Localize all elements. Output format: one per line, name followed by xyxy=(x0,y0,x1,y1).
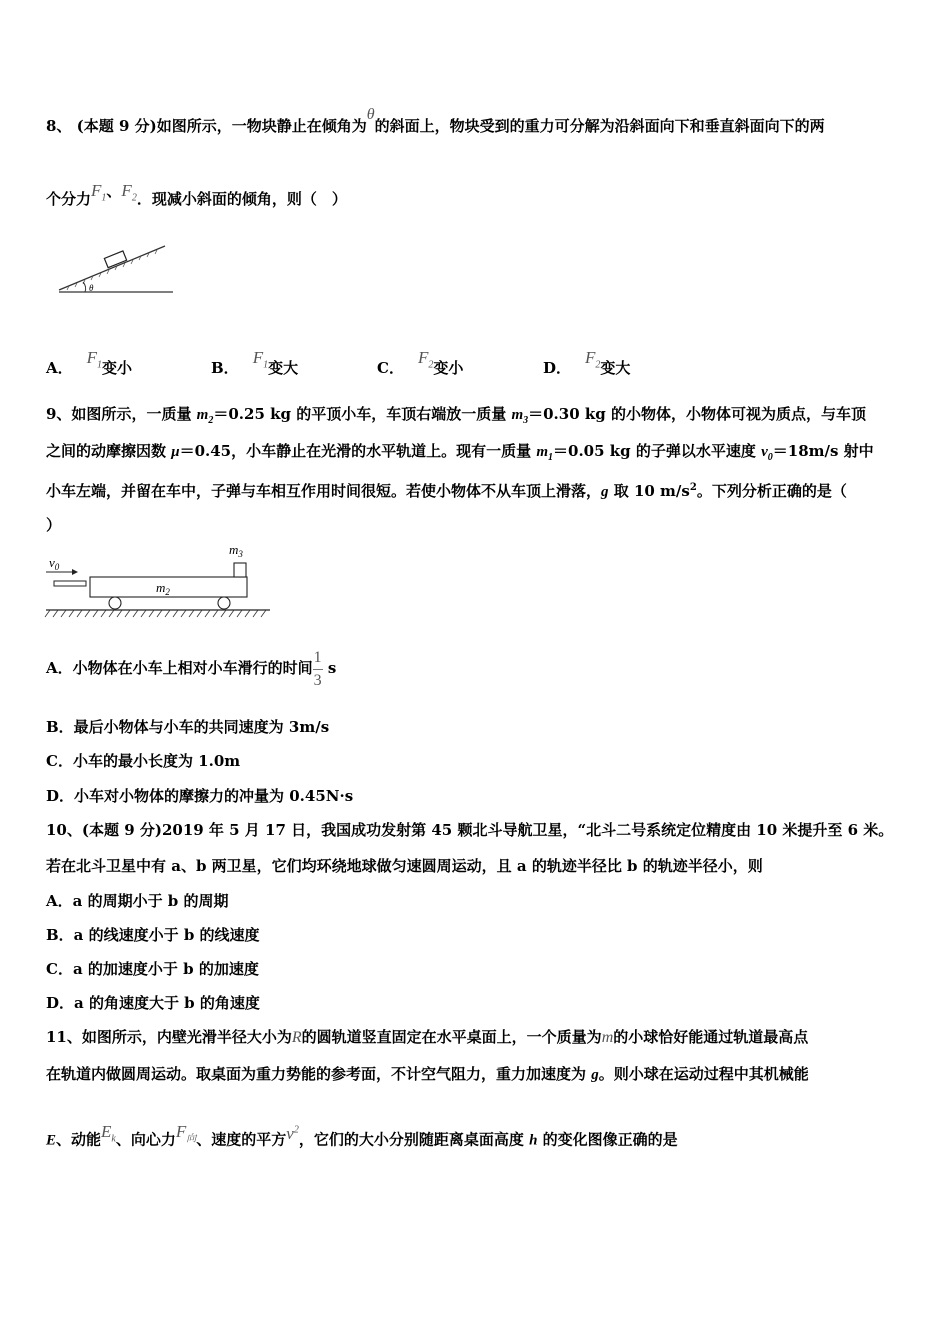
v0-symbol: $v_0$ xyxy=(761,444,773,463)
q8-line1: 8、 (本题 9 分)如图所示，一物块静止在倾角为θ的斜面上，物块受到的重力可分解为沿斜面向下和垂直斜面向下的两 xyxy=(46,106,825,135)
q8-line2: 个分力$F_1$、$F_2$．现减小斜面的倾角，则（ ） xyxy=(46,181,347,208)
incline-figure xyxy=(55,238,180,298)
q9-line1: 9、如图所示，一质量 $m_2=0.25$ kg 的平顶小车，车顶右端放一质量 $m_3=0.30$ kg 的小物体，小物体可视为质点，与车顶 xyxy=(46,405,866,426)
g-symbol: g xyxy=(601,484,609,500)
q8-option-b[interactable]: B．$F_1$变大 xyxy=(211,348,299,377)
q8-option-c[interactable]: C．$F_2$变小 xyxy=(377,348,464,377)
q10-option-d[interactable]: D．a 的角速度大于 b 的角速度 xyxy=(46,994,260,1012)
fig-v0-label: $v_0$ xyxy=(49,555,60,572)
q9-option-b[interactable]: B．最后小物体与小车的共同速度为 3m/s xyxy=(46,718,330,736)
f2-symbol: $F_2$ xyxy=(417,348,434,371)
fig-m3-label: $m_3$ xyxy=(229,542,243,559)
q11-line3: E、动能$E_k$、向心力$F_向$、速度的平方$v^2$，它们的大小分别随距离桌面高度 h 的变化图像正确的是 xyxy=(46,1121,678,1149)
m2-symbol: $m_2$ xyxy=(196,407,214,426)
mu-symbol: μ xyxy=(171,444,180,460)
q10-option-c[interactable]: C．a 的加速度小于 b 的加速度 xyxy=(46,960,259,978)
theta-symbol: θ xyxy=(366,106,375,123)
left-wheel xyxy=(109,597,121,609)
fraction-one-third: $\frac{1}{3}$ xyxy=(313,648,322,689)
q9-line3: 小车左端，并留在车中，子弹与车相互作用时间很短。若使小物体不从车顶上滑落，g 取 10 $m/s^2$。下列分析正确的是（ xyxy=(46,482,847,500)
f1-symbol: $F_1$ xyxy=(252,348,269,371)
block-m3 xyxy=(234,563,246,577)
q8-option-d[interactable]: D．$F_2$变大 xyxy=(543,348,631,377)
f2-symbol: $F_2$ xyxy=(585,348,601,371)
q8-number: 8、 xyxy=(46,117,72,135)
fn-symbol: $F_向$ xyxy=(175,1121,197,1145)
v-squared-symbol: $v^2$ xyxy=(286,1123,299,1143)
bullet xyxy=(54,581,86,586)
q10-option-b[interactable]: B．a 的线速度小于 b 的线速度 xyxy=(46,926,260,944)
m1-symbol: $m_1$ xyxy=(536,444,554,463)
f1-symbol: $F_1$ xyxy=(91,181,107,204)
q8-option-a[interactable]: A．$F_1$变小 xyxy=(46,348,133,377)
h-symbol: h xyxy=(529,1132,538,1149)
angle-theta-label: θ xyxy=(89,283,94,293)
q9-option-d[interactable]: D．小车对小物体的摩擦力的冲量为 0.45N·s xyxy=(46,787,354,805)
fig-m2-label: $m_2$ xyxy=(156,580,170,597)
q9-option-a[interactable]: A．小物体在小车上相对小车滑行的时间 $\frac{1}{3}$ s xyxy=(46,648,337,689)
q10-line1: 10、(本题 9 分)2019 年 5 月 17 日，我国成功发射第 45 颗北斗导航卫星，“北斗二号系统定位精度由 10 米提升至 6 米。 xyxy=(46,821,894,839)
m3-symbol: $m_3$ xyxy=(511,407,529,426)
q10-line2: 若在北斗卫星中有 a、b 两卫星，它们均环绕地球做匀速圆周运动，且 a 的轨迹半径比 b 的轨迹半径小，则 xyxy=(46,857,763,875)
g-symbol: g xyxy=(591,1067,599,1083)
m-symbol: m xyxy=(601,1029,614,1046)
cart-figure xyxy=(40,540,275,622)
r-symbol: R xyxy=(291,1029,302,1046)
right-wheel xyxy=(218,597,230,609)
q8-score: (本题 9 分) xyxy=(76,117,157,135)
q11-line1: 11、如图所示，内壁光滑半径大小为R的圆轨道竖直固定在水平桌面上，一个质量为m的小球恰好能通过轨道最高点 xyxy=(46,1028,809,1046)
q9-line4: ） xyxy=(46,516,62,534)
q9-option-c[interactable]: C．小车的最小长度为 1.0m xyxy=(46,752,241,770)
f1-symbol: $F_1$ xyxy=(86,348,103,371)
f2-symbol: $F_2$ xyxy=(121,181,137,204)
q9-line2: 之间的动摩擦因数 μ＝0.45，小车静止在光滑的水平轨道上。现有一质量 $m_1=0.05$ kg 的子弹以水平速度 $v_0=18m/s$ 射中 xyxy=(46,442,874,463)
q10-option-a[interactable]: A．a 的周期小于 b 的周期 xyxy=(46,892,229,910)
q11-line2: 在轨道内做圆周运动。取桌面为重力势能的参考面，不计空气阻力，重力加速度为 g。则小球在运动过程中其机械能 xyxy=(46,1065,809,1083)
e-symbol: E xyxy=(46,1132,57,1149)
ek-symbol: $E_k$ xyxy=(101,1121,116,1145)
